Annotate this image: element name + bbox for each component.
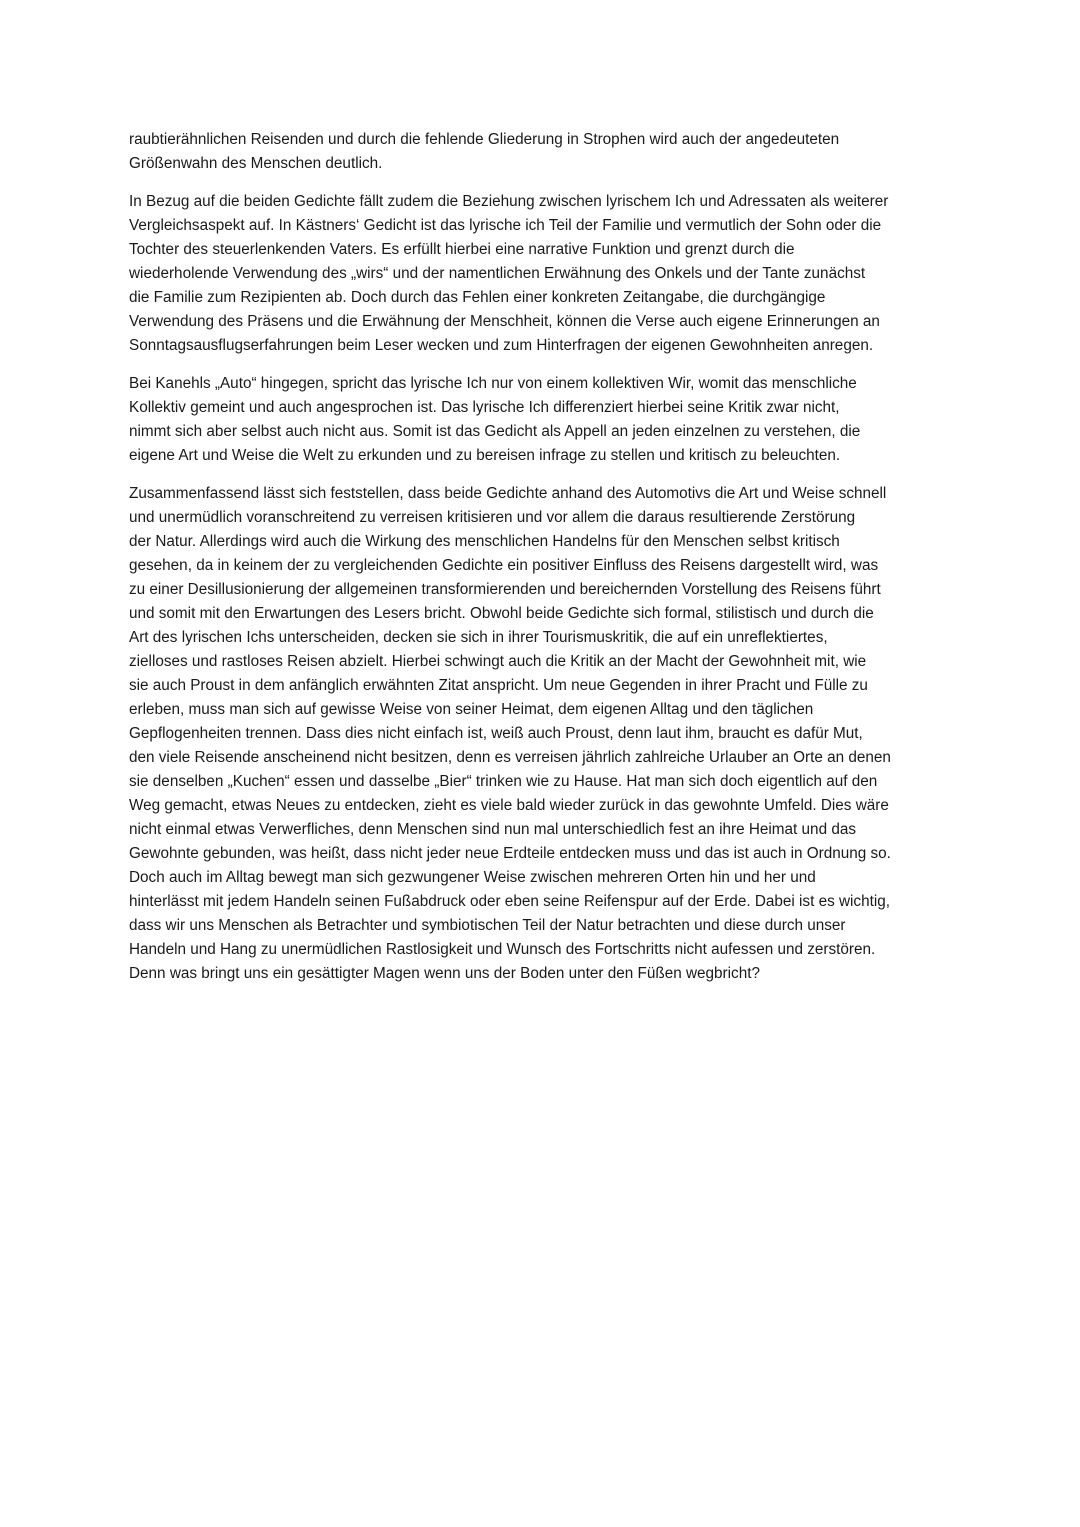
- text-line: Weg gemacht, etwas Neues zu entdecken, zieht es viele bald wieder zurück in das gewohnte Umfeld. Dies wäre: [129, 797, 889, 814]
- text-line: eigene Art und Weise die Welt zu erkunden und zu bereisen infrage zu stellen und kritisch zu beleuchten.: [129, 447, 841, 464]
- text-line: Tochter des steuerlenkenden Vaters. Es erfüllt hierbei eine narrative Funktion und grenzt durch die: [129, 241, 795, 258]
- text-line: In Bezug auf die beiden Gedichte fällt zudem die Beziehung zwischen lyrischem Ich und Adressaten als weiterer: [129, 193, 889, 210]
- paragraph: [129, 372, 959, 468]
- text-line: hinterlässt mit jedem Handeln seinen Fußabdruck oder eben seine Reifenspur auf der Erde. Dabei ist es wichtig,: [129, 893, 890, 910]
- text-line: zielloses und rastloses Reisen abzielt. Hierbei schwingt auch die Kritik an der Macht der Gewohnheit mit, wie: [129, 653, 867, 670]
- text-line: Sonntagsausflugserfahrungen beim Leser wecken und zum Hinterfragen der eigenen Gewohnheiten anregen.: [129, 337, 874, 354]
- text-line: Doch auch im Alltag bewegt man sich gezwungener Weise zwischen mehreren Orten hin und her und: [129, 869, 816, 886]
- text-line: Gepflogenheiten trennen. Dass dies nicht einfach ist, weiß auch Proust, denn laut ihm, braucht es dafür Mut,: [129, 725, 863, 742]
- text-line: erleben, muss man sich auf gewisse Weise von seiner Heimat, dem eigenen Alltag und den täglichen: [129, 701, 814, 718]
- text-line: gesehen, da in keinem der zu vergleichenden Gedichte ein positiver Einfluss des Reisens dargestellt wird, was: [129, 557, 879, 574]
- text-line: Zusammenfassend lässt sich feststellen, dass beide Gedichte anhand des Automotivs die Art und Weise schnell: [129, 485, 887, 502]
- text-line: Verwendung des Präsens und die Erwähnung der Menschheit, können die Verse auch eigene Erinnerungen an: [129, 313, 880, 330]
- text-line: Kollektiv gemeint und auch angesprochen ist. Das lyrische Ich differenziert hierbei seine Kritik zwar nicht,: [129, 399, 840, 416]
- text-line: sie denselben „Kuchen“ essen und dasselbe „Bier“ trinken wie zu Hause. Hat man sich doch eigentlich auf den: [129, 773, 878, 790]
- text-line: und unermüdlich voranschreitend zu verreisen kritisieren und vor allem die daraus resultierende Zerstörung: [129, 509, 856, 526]
- text-line: nimmt sich aber selbst auch nicht aus. Somit ist das Gedicht als Appell an jeden einzelnen zu verstehen, die: [129, 423, 861, 440]
- text-line: sie auch Proust in dem anfänglich erwähnten Zitat anspricht. Um neue Gegenden in ihrer Pracht und Fülle zu: [129, 677, 868, 694]
- text-line: den viele Reisende anscheinend nicht besitzen, denn es verreisen jährlich zahlreiche Urlauber an Orte an denen: [129, 749, 891, 766]
- text-line: Bei Kanehls „Auto“ hingegen, spricht das lyrische Ich nur von einem kollektiven Wir, womit das menschliche: [129, 375, 857, 392]
- paragraph: [129, 128, 959, 176]
- text-line: dass wir uns Menschen als Betrachter und symbiotischen Teil der Natur betrachten und diese durch unser: [129, 917, 846, 934]
- body-text: [129, 128, 959, 1000]
- text-line: raubtierähnlichen Reisenden und durch die fehlende Gliederung in Strophen wird auch der angedeuteten: [129, 131, 840, 148]
- paragraph: [129, 482, 959, 986]
- text-line: Vergleichsaspekt auf. In Kästners‘ Gedicht ist das lyrische ich Teil der Familie und vermutlich der Sohn oder die: [129, 217, 882, 234]
- text-line: Art des lyrischen Ichs unterscheiden, decken sie sich in ihrer Tourismuskritik, die auf ein unreflektiertes,: [129, 629, 828, 646]
- text-line: zu einer Desillusionierung der allgemeinen transformierenden und bereichernden Vorstellung des Reisens führt: [129, 581, 881, 598]
- text-line: Gewohnte gebunden, was heißt, dass nicht jeder neue Erdteile entdecken muss und das ist auch in Ordnung so.: [129, 845, 891, 862]
- text-line: nicht einmal etwas Verwerfliches, denn Menschen sind nun mal unterschiedlich fest an ihre Heimat und das: [129, 821, 856, 838]
- text-line: und somit mit den Erwartungen des Lesers bricht. Obwohl beide Gedichte sich formal, stilistisch und durch die: [129, 605, 874, 622]
- text-line: wiederholende Verwendung des „wirs“ und der namentlichen Erwähnung des Onkels und der Tante zunächst: [129, 265, 866, 282]
- text-line: Handeln und Hang zu unermüdlichen Rastlosigkeit und Wunsch des Fortschritts nicht aufessen und zerstören.: [129, 941, 876, 958]
- paragraph: [129, 190, 959, 358]
- text-line: der Natur. Allerdings wird auch die Wirkung des menschlichen Handelns für den Menschen selbst kritisch: [129, 533, 840, 550]
- text-line: Denn was bringt uns ein gesättigter Magen wenn uns der Boden unter den Füßen wegbricht?: [129, 965, 760, 982]
- text-line: die Familie zum Rezipienten ab. Doch durch das Fehlen einer konkreten Zeitangabe, die durchgängige: [129, 289, 826, 306]
- text-line: Größenwahn des Menschen deutlich.: [129, 155, 383, 172]
